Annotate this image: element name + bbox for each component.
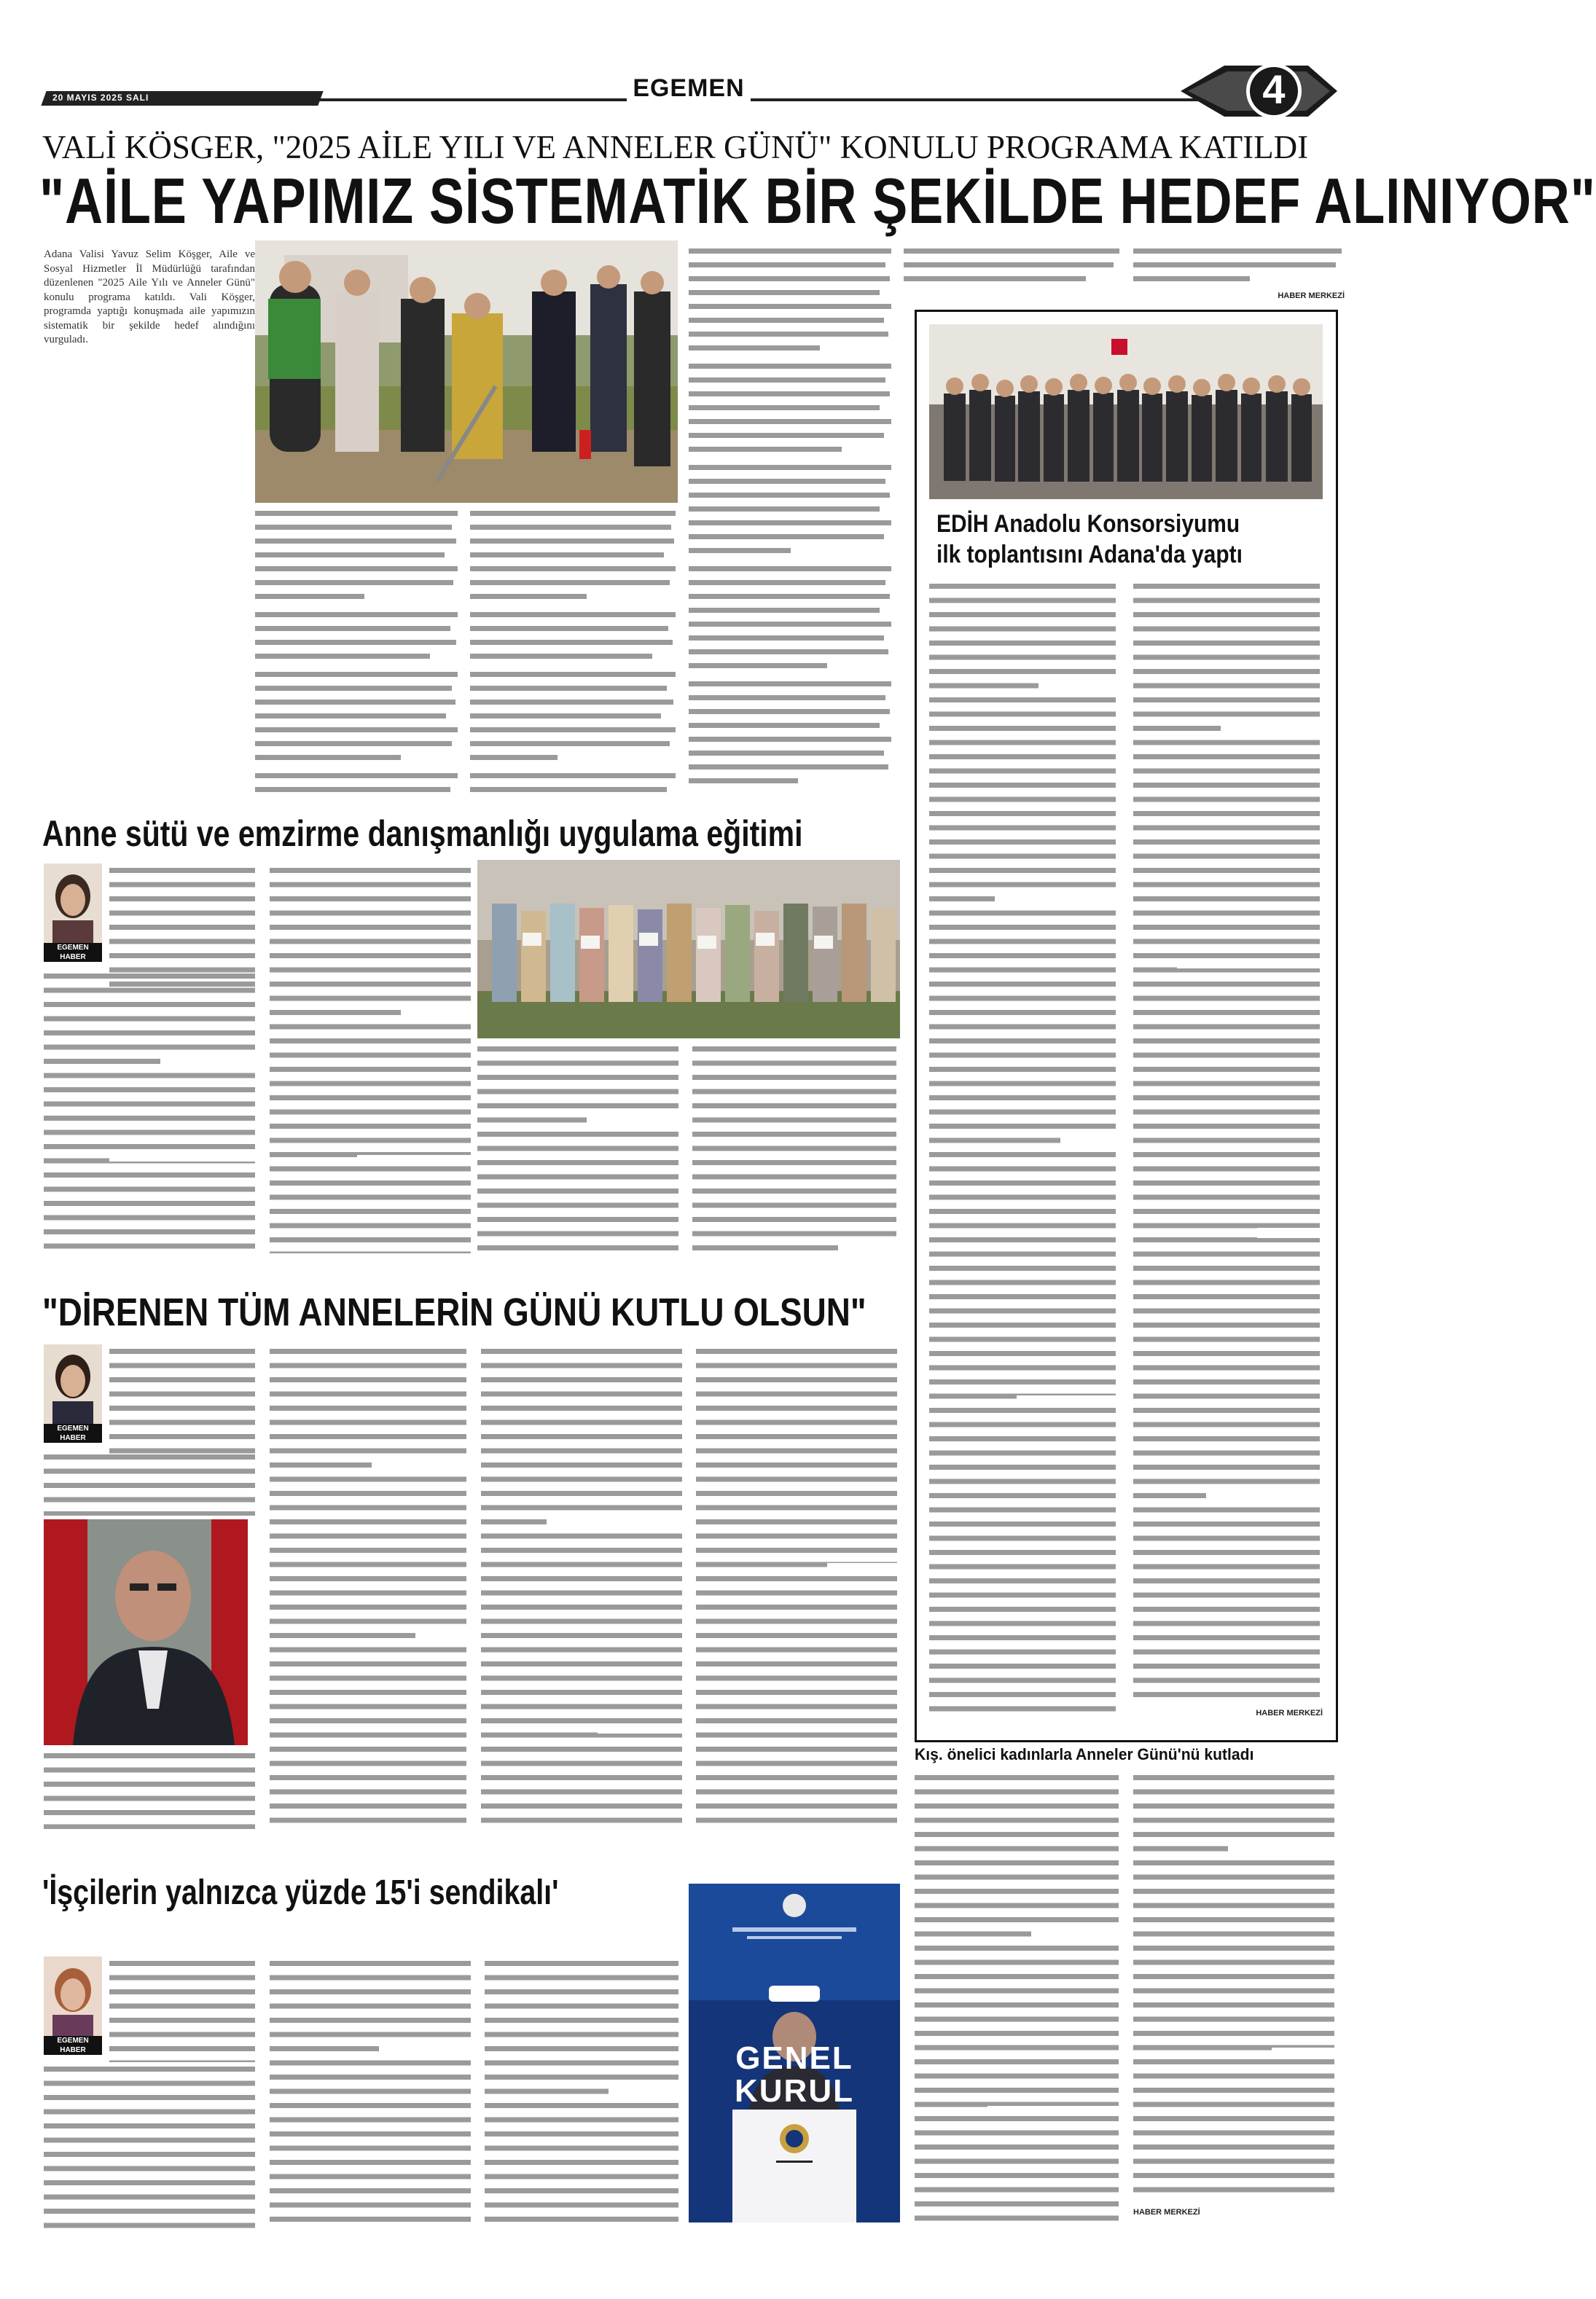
story3-author-photo bbox=[44, 1344, 102, 1443]
text-lines bbox=[109, 1344, 259, 1454]
story3-author-name: EGEMEN HABER bbox=[44, 1424, 102, 1443]
story2-headline: Anne sütü ve emzirme danışmanlığı uygulama eğitimi bbox=[42, 813, 803, 854]
text-lines bbox=[1133, 579, 1323, 1701]
text-lines bbox=[270, 863, 474, 1253]
text-lines bbox=[929, 579, 1119, 1716]
story1-col-d bbox=[689, 244, 893, 805]
story3-col4 bbox=[696, 1344, 900, 1829]
story2-col1-lower bbox=[44, 969, 259, 1253]
text-lines bbox=[915, 1771, 1122, 2230]
author-portrait bbox=[44, 863, 102, 944]
story4-author-name: EGEMEN HABER bbox=[44, 2036, 102, 2055]
story1-lead bbox=[44, 248, 255, 802]
story1-headline: "AİLE YAPIMIZ SİSTEMATİK BİR ŞEKİLDE HEDEF ALINIYOR" bbox=[39, 165, 1596, 237]
story2-col4 bbox=[692, 1042, 900, 1253]
text-lines bbox=[689, 244, 893, 805]
speaker-portrait-scene bbox=[44, 1519, 248, 1745]
story5-signature: HABER MERKEZİ bbox=[1133, 2208, 1200, 2217]
text-lines bbox=[477, 1042, 681, 1253]
story2-photo bbox=[477, 860, 900, 1038]
group-photo-scene bbox=[929, 324, 1323, 499]
story4-col2 bbox=[270, 1957, 474, 2230]
story3-col1-top bbox=[109, 1344, 259, 1454]
masthead-rule bbox=[313, 98, 1224, 101]
logo bbox=[627, 74, 751, 106]
story4-col1-bottom bbox=[44, 2062, 259, 2230]
text-lines bbox=[904, 244, 1122, 295]
sidebar-top-signature: HABER MERKEZİ bbox=[1278, 291, 1345, 300]
story3-headline: "DİRENEN TÜM ANNELERİN GÜNÜ KUTLU OLSUN" bbox=[42, 1291, 867, 1334]
story4-author-photo bbox=[44, 1957, 102, 2055]
date-strip-text: 20 MAYIS 2025 SALI bbox=[52, 93, 149, 103]
sidebar-col1 bbox=[929, 579, 1119, 1716]
sidebar-photo bbox=[929, 324, 1323, 499]
author-portrait bbox=[44, 1344, 102, 1425]
story1-col-f bbox=[1133, 244, 1345, 288]
sidebar-headline-line2: ilk toplantısını Adana'da yaptı bbox=[936, 541, 1243, 568]
text-lines bbox=[470, 506, 678, 805]
text-lines bbox=[1133, 1771, 1337, 2201]
text-lines bbox=[255, 506, 459, 805]
podium-sign-line1: GENEL bbox=[735, 2040, 853, 2076]
story3-photo bbox=[44, 1519, 248, 1745]
story2-author-photo bbox=[44, 863, 102, 962]
story3-col1-bottom bbox=[44, 1749, 259, 1829]
story2-col3 bbox=[477, 1042, 681, 1253]
text-lines bbox=[270, 1344, 470, 1829]
sidebar-col2 bbox=[1133, 579, 1323, 1701]
story1-col-e bbox=[904, 244, 1122, 295]
story1-photo bbox=[255, 240, 678, 503]
story1-col-b bbox=[255, 506, 459, 805]
podium-sign-line2: KURUL bbox=[735, 2073, 854, 2109]
text-lines bbox=[44, 1450, 259, 1516]
text-lines bbox=[44, 969, 259, 1253]
story5-col2 bbox=[1133, 1771, 1337, 2201]
text-lines bbox=[485, 1957, 681, 2230]
text-lines bbox=[270, 1957, 474, 2230]
text-lines bbox=[44, 2062, 259, 2230]
text-lines bbox=[696, 1344, 900, 1829]
text-lines bbox=[109, 1957, 259, 2062]
story3-col3 bbox=[481, 1344, 685, 1829]
story3-col1-mid bbox=[44, 1450, 259, 1516]
story3-col2 bbox=[270, 1344, 470, 1829]
story4-col1-top bbox=[109, 1957, 259, 2062]
tree-planting-scene bbox=[255, 240, 678, 503]
text-lines bbox=[692, 1042, 900, 1253]
sidebar-headline-line1: EDİH Anadolu Konsorsiyumu bbox=[936, 510, 1240, 538]
author-portrait bbox=[44, 1957, 102, 2037]
logo-text: EGEMEN bbox=[633, 74, 745, 102]
story4-col3 bbox=[485, 1957, 681, 2230]
story5-headline: Kış. önelici kadınlarla Anneler Günü'nü kutladı bbox=[915, 1745, 1254, 1763]
story2-col2 bbox=[270, 863, 474, 1253]
page-number: 4 bbox=[1262, 66, 1286, 112]
masthead bbox=[0, 0, 1385, 124]
story1-lead-text: Adana Valisi Yavuz Selim Köşger, Aile ve Sosyal Hizmetler İl Müdürlüğü tarafından düzenlenen "2025 Aile Yılı ve Anneler Günü" konulu programa katıldı. Vali Köşger, programda yaptığı konuşmada aile yapımızın sistematik bir şekilde hedef alındığını vurguladı. bbox=[44, 248, 255, 345]
story2-author-name: EGEMEN HABER bbox=[44, 943, 102, 962]
text-lines bbox=[44, 1749, 259, 1829]
story5-col1 bbox=[915, 1771, 1122, 2230]
story4-headline: 'İşçilerin yalnızca yüzde 15'i sendikalı' bbox=[42, 1873, 559, 1912]
text-lines bbox=[1133, 244, 1345, 288]
story4-photo bbox=[689, 1884, 900, 2222]
story1-kicker: VALİ KÖSGER, "2025 AİLE YILI VE ANNELER GÜNÜ" KONULU PROGRAMA KATILDI bbox=[42, 129, 1309, 165]
sidebar-signature: HABER MERKEZİ bbox=[1256, 1709, 1323, 1718]
certificate-group-scene bbox=[477, 860, 900, 1038]
text-lines bbox=[481, 1344, 685, 1829]
story1-col-c bbox=[470, 506, 678, 805]
